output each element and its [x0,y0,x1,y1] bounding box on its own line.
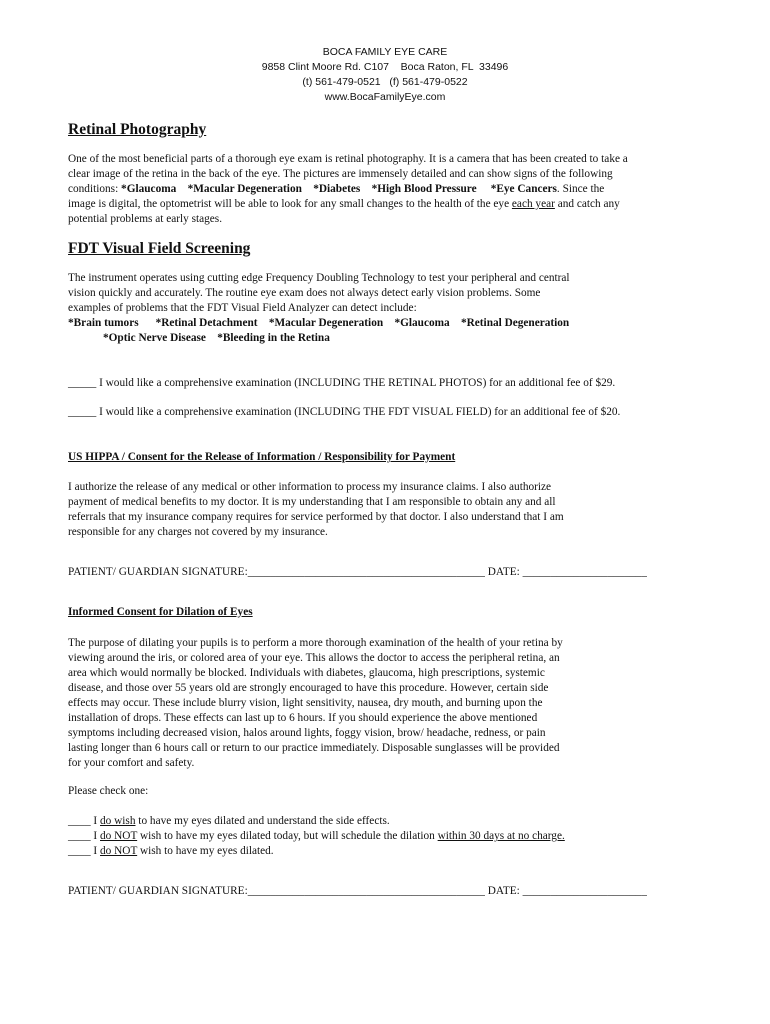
problem-item: *Glaucoma [394,317,450,329]
practice-website: www.BocaFamilyEye.com [324,91,446,103]
hippa-line: payment of medical benefits to my doctor. It is my understanding that I am responsible to obtain any and all [68,496,556,508]
choice-emphasis: do wish [100,815,136,827]
practice-address: 9858 Clint Moore Rd. C107 Boca Raton, FL 33496 [261,61,509,73]
retinal-photos-option[interactable]: _____ I would like a comprehensive examination (INCLUDING THE RETINAL PHOTOS) for an additional fee of $29. [68,377,616,389]
dilation-line: area which would normally be blocked. Individuals with diabetes, glaucoma, high prescriptions, systemic [68,667,545,679]
retinal-line: potential problems at early stages. [68,213,223,225]
condition-item: *Macular Degeneration [187,183,302,195]
practice-phones: (t) 561-479-0521 (f) 561-479-0522 [302,76,468,88]
choice-emphasis: do NOT [100,830,138,842]
condition-item: *Diabetes [313,183,361,195]
dilation-line: symptoms including decreased vision, halos around lights, foggy vision, brow/ headache, redness, or pain [68,727,546,739]
choice-text: to have my eyes dilated and understand the side effects. [135,815,390,827]
condition-item: *Eye Cancers [490,183,557,195]
fdt-paragraph [68,271,570,346]
retinal-paragraph [68,152,628,227]
problem-item: *Brain tumors [68,317,139,329]
hippa-paragraph [68,480,564,540]
practice-header [0,45,770,105]
hippa-line: responsible for any charges not covered by my insurance. [68,526,328,538]
retinal-line-suffix: . Since the [556,183,605,195]
fdt-line: examples of problems that the FDT Visual Field Analyzer can detect include: [68,302,417,314]
check-blank[interactable]: ____ I [68,830,101,842]
fdt-visual-field-option[interactable]: _____ I would like a comprehensive examination (INCLUDING THE FDT VISUAL FIELD) for an additional fee of $20. [68,406,621,418]
dilation-line: disease, and those over 55 years old are strongly encouraged to have this procedure. However, certain side [68,682,549,694]
hippa-line: I authorize the release of any medical or other information to process my insurance claims. I also authorize [68,481,552,493]
hippa-section-title: US HIPPA / Consent for the Release of Information / Responsibility for Payment [68,451,456,463]
dilation-choice-wish[interactable] [68,814,565,829]
dilation-line: effects may occur. These include blurry vision, light sensitivity, nausea, dry mouth, and burning upon the [68,697,543,709]
problem-item: *Bleeding in the Retina [217,332,330,344]
each-year-emphasis: each year [511,198,555,210]
dilation-choices [68,814,565,859]
check-blank[interactable]: ____ I [68,845,101,857]
hippa-signature-line[interactable]: PATIENT/ GUARDIAN SIGNATURE:__________________________________________ DATE: ______________________ [68,566,647,578]
dilation-line: installation of drops. These effects can last up to 6 hours. If you should experience the above mentioned [68,712,538,724]
fdt-problems-row [68,316,570,331]
dilation-line: lasting longer than 6 hours call or return to our practice immediately. Disposable sunglasses will be provided [68,742,560,754]
dilation-choice-decline[interactable] [68,844,565,859]
retinal-line [68,197,628,212]
hippa-line: referrals that my insurance company requires for service performed by that doctor. I also understand that I am [68,511,564,523]
dilation-choice-later[interactable] [68,829,565,844]
condition-item: *High Blood Pressure [371,183,477,195]
problem-item: *Retinal Detachment [155,317,258,329]
check-one-prompt: Please check one: [68,785,149,797]
retinal-line-text: image is digital, the optometrist will be able to look for any small changes to the health of the eye [68,198,512,210]
retinal-line-prefix: conditions: [68,183,122,195]
retinal-line: clear image of the retina in the back of the eye. The pictures are immensely detailed and can show signs of the following [68,168,613,180]
dilation-section-title: Informed Consent for Dilation of Eyes [68,606,253,618]
problem-item: *Macular Degeneration [268,317,384,329]
dilation-line: for your comfort and safety. [68,757,195,769]
retinal-line-text: and catch any [554,198,620,210]
dilation-line: The purpose of dilating your pupils is to perform a more thorough examination of the health of your retina by [68,637,563,649]
choice-text: wish to have my eyes dilated. [137,845,274,857]
problem-item: *Optic Nerve Disease [103,332,206,344]
retinal-line: One of the most beneficial parts of a thorough eye exam is retinal photography. It is a camera that has been created to take a [68,153,628,165]
problem-item: *Retinal Degeneration [460,317,570,329]
retinal-conditions-line [68,182,628,197]
condition-item: *Glaucoma [121,183,177,195]
dilation-paragraph [68,636,563,771]
fdt-line: vision quickly and accurately. The routine eye exam does not always detect early vision problems. Some [68,287,541,299]
choice-text: wish to have my eyes dilated today, but will schedule the dilation [137,830,438,842]
fdt-section-title: FDT Visual Field Screening [68,240,251,257]
fdt-problems-row [68,331,570,346]
practice-name: BOCA FAMILY EYE CARE [322,46,448,58]
dilation-line: viewing around the iris, or colored area of your eye. This allows the doctor to access the peripheral retina, an [68,652,560,664]
check-blank[interactable]: ____ I [68,815,101,827]
fdt-line: The instrument operates using cutting edge Frequency Doubling Technology to test your peripheral and central [68,272,570,284]
retinal-section-title: Retinal Photography [68,121,207,138]
choice-emphasis: do NOT [100,845,138,857]
choice-emphasis: within 30 days at no charge. [437,830,565,842]
dilation-signature-line[interactable]: PATIENT/ GUARDIAN SIGNATURE:__________________________________________ DATE: ______________________ [68,885,647,897]
